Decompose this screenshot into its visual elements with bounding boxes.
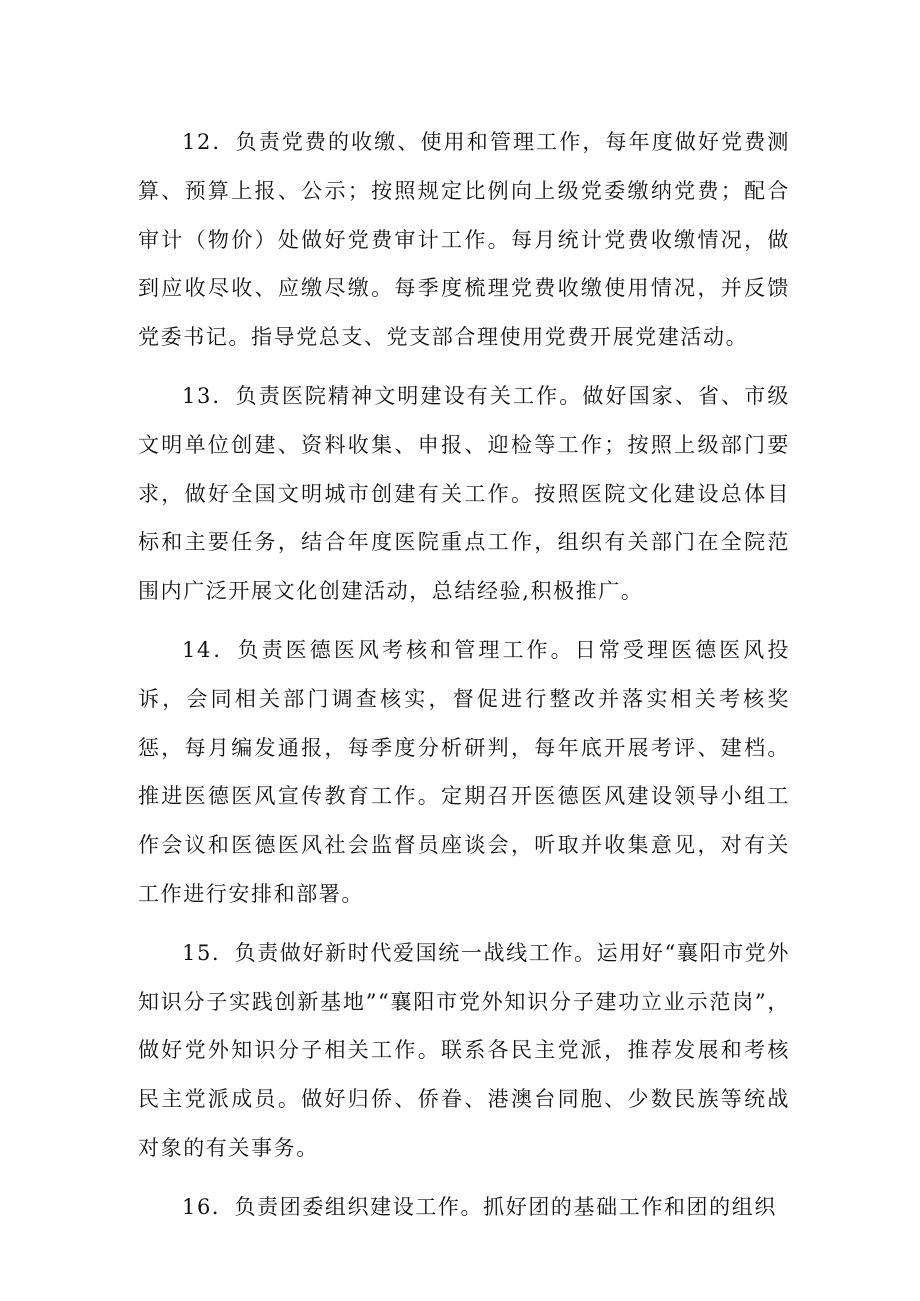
paragraph-item-14: 14．负责医德医风考核和管理工作。日常受理医德医风投诉，会同相关部门调查核实，督促进行整改并落实相关考核奖惩，每月编发通报，每季度分析研判，每年底开展考评、建档。推进医德医风宣传教育工作。定期召开医德医风建设领导小组工作会议和医德医风社会监督员座谈会，听取并收集意见，对有关工作进行安排和部署。 — [138, 637, 790, 906]
document-body — [138, 118, 790, 1242]
paragraph-item-13: 13．负责医院精神文明建设有关工作。做好国家、省、市级文明单位创建、资料收集、申报、迎检等工作；按照上级部门要求，做好全国文明城市创建有关工作。按照医院文化建设总体目标和主要任务，结合年度医院重点工作，组织有关部门在全院范围内广泛开展文化创建活动，总结经验,积极推广。 — [138, 383, 790, 604]
paragraph-item-12: 12．负责党费的收缴、使用和管理工作，每年度做好党费测算、预算上报、公示；按照规定比例向上级党委缴纳党费；配合审计（物价）处做好党费审计工作。每月统计党费收缴情况，做到应收尽收、应缴尽缴。每季度梳理党费收缴使用情况，并反馈党委书记。指导党总支、党支部合理使用党费开展党建活动。 — [138, 130, 790, 350]
paragraph-item-16: 16．负责团委组织建设工作。抓好团的基础工作和团的组织 — [182, 1194, 777, 1219]
paragraph-item-15: 15．负责做好新时代爱国统一战线工作。运用好“襄阳市党外知识分子实践创新基地”“襄阳市党外知识分子建功立业示范岗”，做好党外知识分子相关工作。联系各民主党派，推荐发展和考核民主党派成员。做好归侨、侨眷、港澳台同胞、少数民族等统战对象的有关事务。 — [138, 940, 790, 1160]
